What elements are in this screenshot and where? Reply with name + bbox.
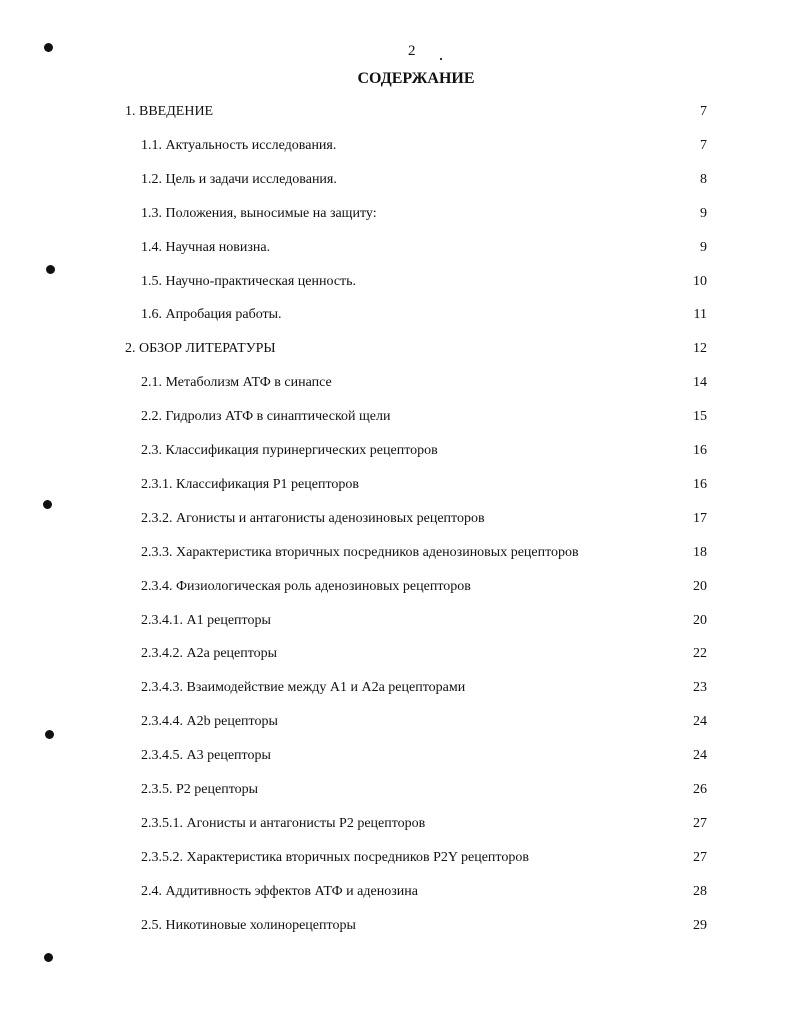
binding-hole-mark: [43, 500, 52, 509]
toc-entry: [0, 341, 791, 361]
toc-entry-label: 1.4. Научная новизна.: [141, 239, 271, 255]
toc-entry-page: 7: [700, 137, 707, 153]
toc-entry-page: 18: [693, 544, 707, 560]
toc-entry-label: 2.3.1. Классификация Р1 рецепторов: [141, 476, 359, 492]
toc-entry-label: 2.3.5.2. Характеристика вторичных посредников P2Y рецепторов: [141, 849, 529, 865]
toc-entry-page: 20: [693, 612, 707, 628]
toc-entry-label: 1.2. Цель и задачи исследования.: [141, 171, 337, 187]
toc-entry-page: 24: [693, 714, 707, 730]
toc-entry-page: 17: [693, 510, 707, 526]
toc-entry-label: 2.3.4.4. А2b рецепторы: [141, 714, 278, 730]
toc-entry: [0, 680, 791, 700]
toc-entry-page: 16: [693, 476, 707, 492]
toc-entry: [0, 477, 791, 497]
toc-entry-label: 2.3.4.5. А3 рецепторы: [141, 748, 271, 764]
toc-entry: [0, 884, 791, 904]
toc-entry-page: 12: [693, 341, 707, 357]
binding-hole-mark: [45, 730, 54, 739]
toc-entry-label: 2.1. Метаболизм АТФ в синапсе: [141, 375, 332, 391]
toc-entry-page: 27: [693, 849, 707, 865]
toc-entry-page: 14: [693, 375, 707, 391]
binding-hole-mark: [44, 43, 53, 52]
toc-entry-page: 20: [693, 578, 707, 594]
toc-entry-page: 28: [693, 883, 707, 899]
toc-entry-page: 27: [693, 815, 707, 831]
toc-entry-label: 2.3.4. Физиологическая роль аденозиновых рецепторов: [141, 578, 471, 594]
toc-entry: [0, 104, 791, 124]
toc-entry-label: 1.1. Актуальность исследования.: [141, 137, 337, 153]
toc-entry-page: 24: [693, 748, 707, 764]
toc-entry-label: 2.3.5. Р2 рецепторы: [141, 782, 259, 797]
toc-entry: [0, 206, 791, 226]
toc-entry: [0, 240, 791, 260]
toc-entry: [0, 748, 791, 768]
toc-entry-label: 1.5. Научно-практическая ценность.: [141, 273, 357, 289]
page-number: 2: [408, 43, 416, 59]
scan-speck: [440, 58, 442, 60]
toc-entry: [0, 138, 791, 158]
toc-entry: [0, 545, 791, 565]
toc-entry: [0, 613, 791, 633]
toc-entry-page: 23: [693, 680, 707, 696]
toc-entry-label: 2. ОБЗОР ЛИТЕРАТУРЫ: [125, 341, 276, 357]
toc-entry: [0, 274, 791, 294]
toc-entry-page: 16: [693, 443, 707, 458]
toc-entry-page: 26: [693, 782, 707, 797]
toc-entry-page: 9: [700, 239, 707, 255]
toc-entry: [0, 816, 791, 836]
toc-entry-label: 2.3.4.1. А1 рецепторы: [141, 612, 271, 628]
toc-entry: [0, 409, 791, 429]
toc-entry-label: 2.4. Аддитивность эффектов АТФ и аденозина: [141, 883, 418, 899]
toc-entry: [0, 579, 791, 599]
toc-entry: [0, 782, 791, 802]
toc-entry-label: 2.5. Никотиновые холинорецепторы: [141, 917, 356, 933]
toc-entry: [0, 714, 791, 734]
toc-entry-page: 15: [693, 409, 707, 425]
toc-entry-page: 8: [700, 171, 707, 187]
toc-entry-page: 7: [700, 104, 707, 119]
toc-entry: [0, 172, 791, 192]
binding-hole-mark: [44, 953, 53, 962]
toc-entry-page: 22: [693, 646, 707, 662]
toc-entry-label: 2.3.2. Агонисты и антагонисты аденозиновых рецепторов: [141, 510, 485, 526]
toc-entry-label: 2.3.4.3. Взаимодействие между А1 и А2а рецепторами: [141, 680, 466, 696]
toc-entry-label: 2.2. Гидролиз АТФ в синаптической щели: [141, 409, 391, 425]
toc-entry: [0, 307, 791, 327]
toc-entry: [0, 511, 791, 531]
toc-entry-label: 2.3.5.1. Агонисты и антагонисты Р2 рецепторов: [141, 815, 426, 831]
toc-entry-label: 2.3.4.2. А2а рецепторы: [141, 646, 278, 662]
toc-entry-page: 29: [693, 917, 707, 933]
binding-hole-mark: [46, 265, 55, 274]
toc-entry: [0, 646, 791, 666]
toc-entry-label: 1.3. Положения, выносимые на защиту:: [141, 205, 377, 221]
toc-entry-label: 1. ВВЕДЕНИЕ: [125, 104, 214, 119]
page-title: СОДЕРЖАНИЕ: [357, 70, 475, 87]
toc-entry-page: 10: [693, 273, 707, 289]
toc-entry: [0, 375, 791, 395]
toc-entry-page: 9: [700, 205, 707, 221]
toc-entry: [0, 443, 791, 463]
toc-entry: [0, 918, 791, 938]
toc-entry-page: 11: [693, 307, 707, 323]
toc-entry: [0, 850, 791, 870]
toc-entry-label: 2.3.3. Характеристика вторичных посредников аденозиновых рецепторов: [141, 544, 579, 560]
toc-entry-label: 1.6. Апробация работы.: [141, 307, 282, 323]
toc-entry-label: 2.3. Классификация пуринергических рецепторов: [141, 443, 438, 458]
